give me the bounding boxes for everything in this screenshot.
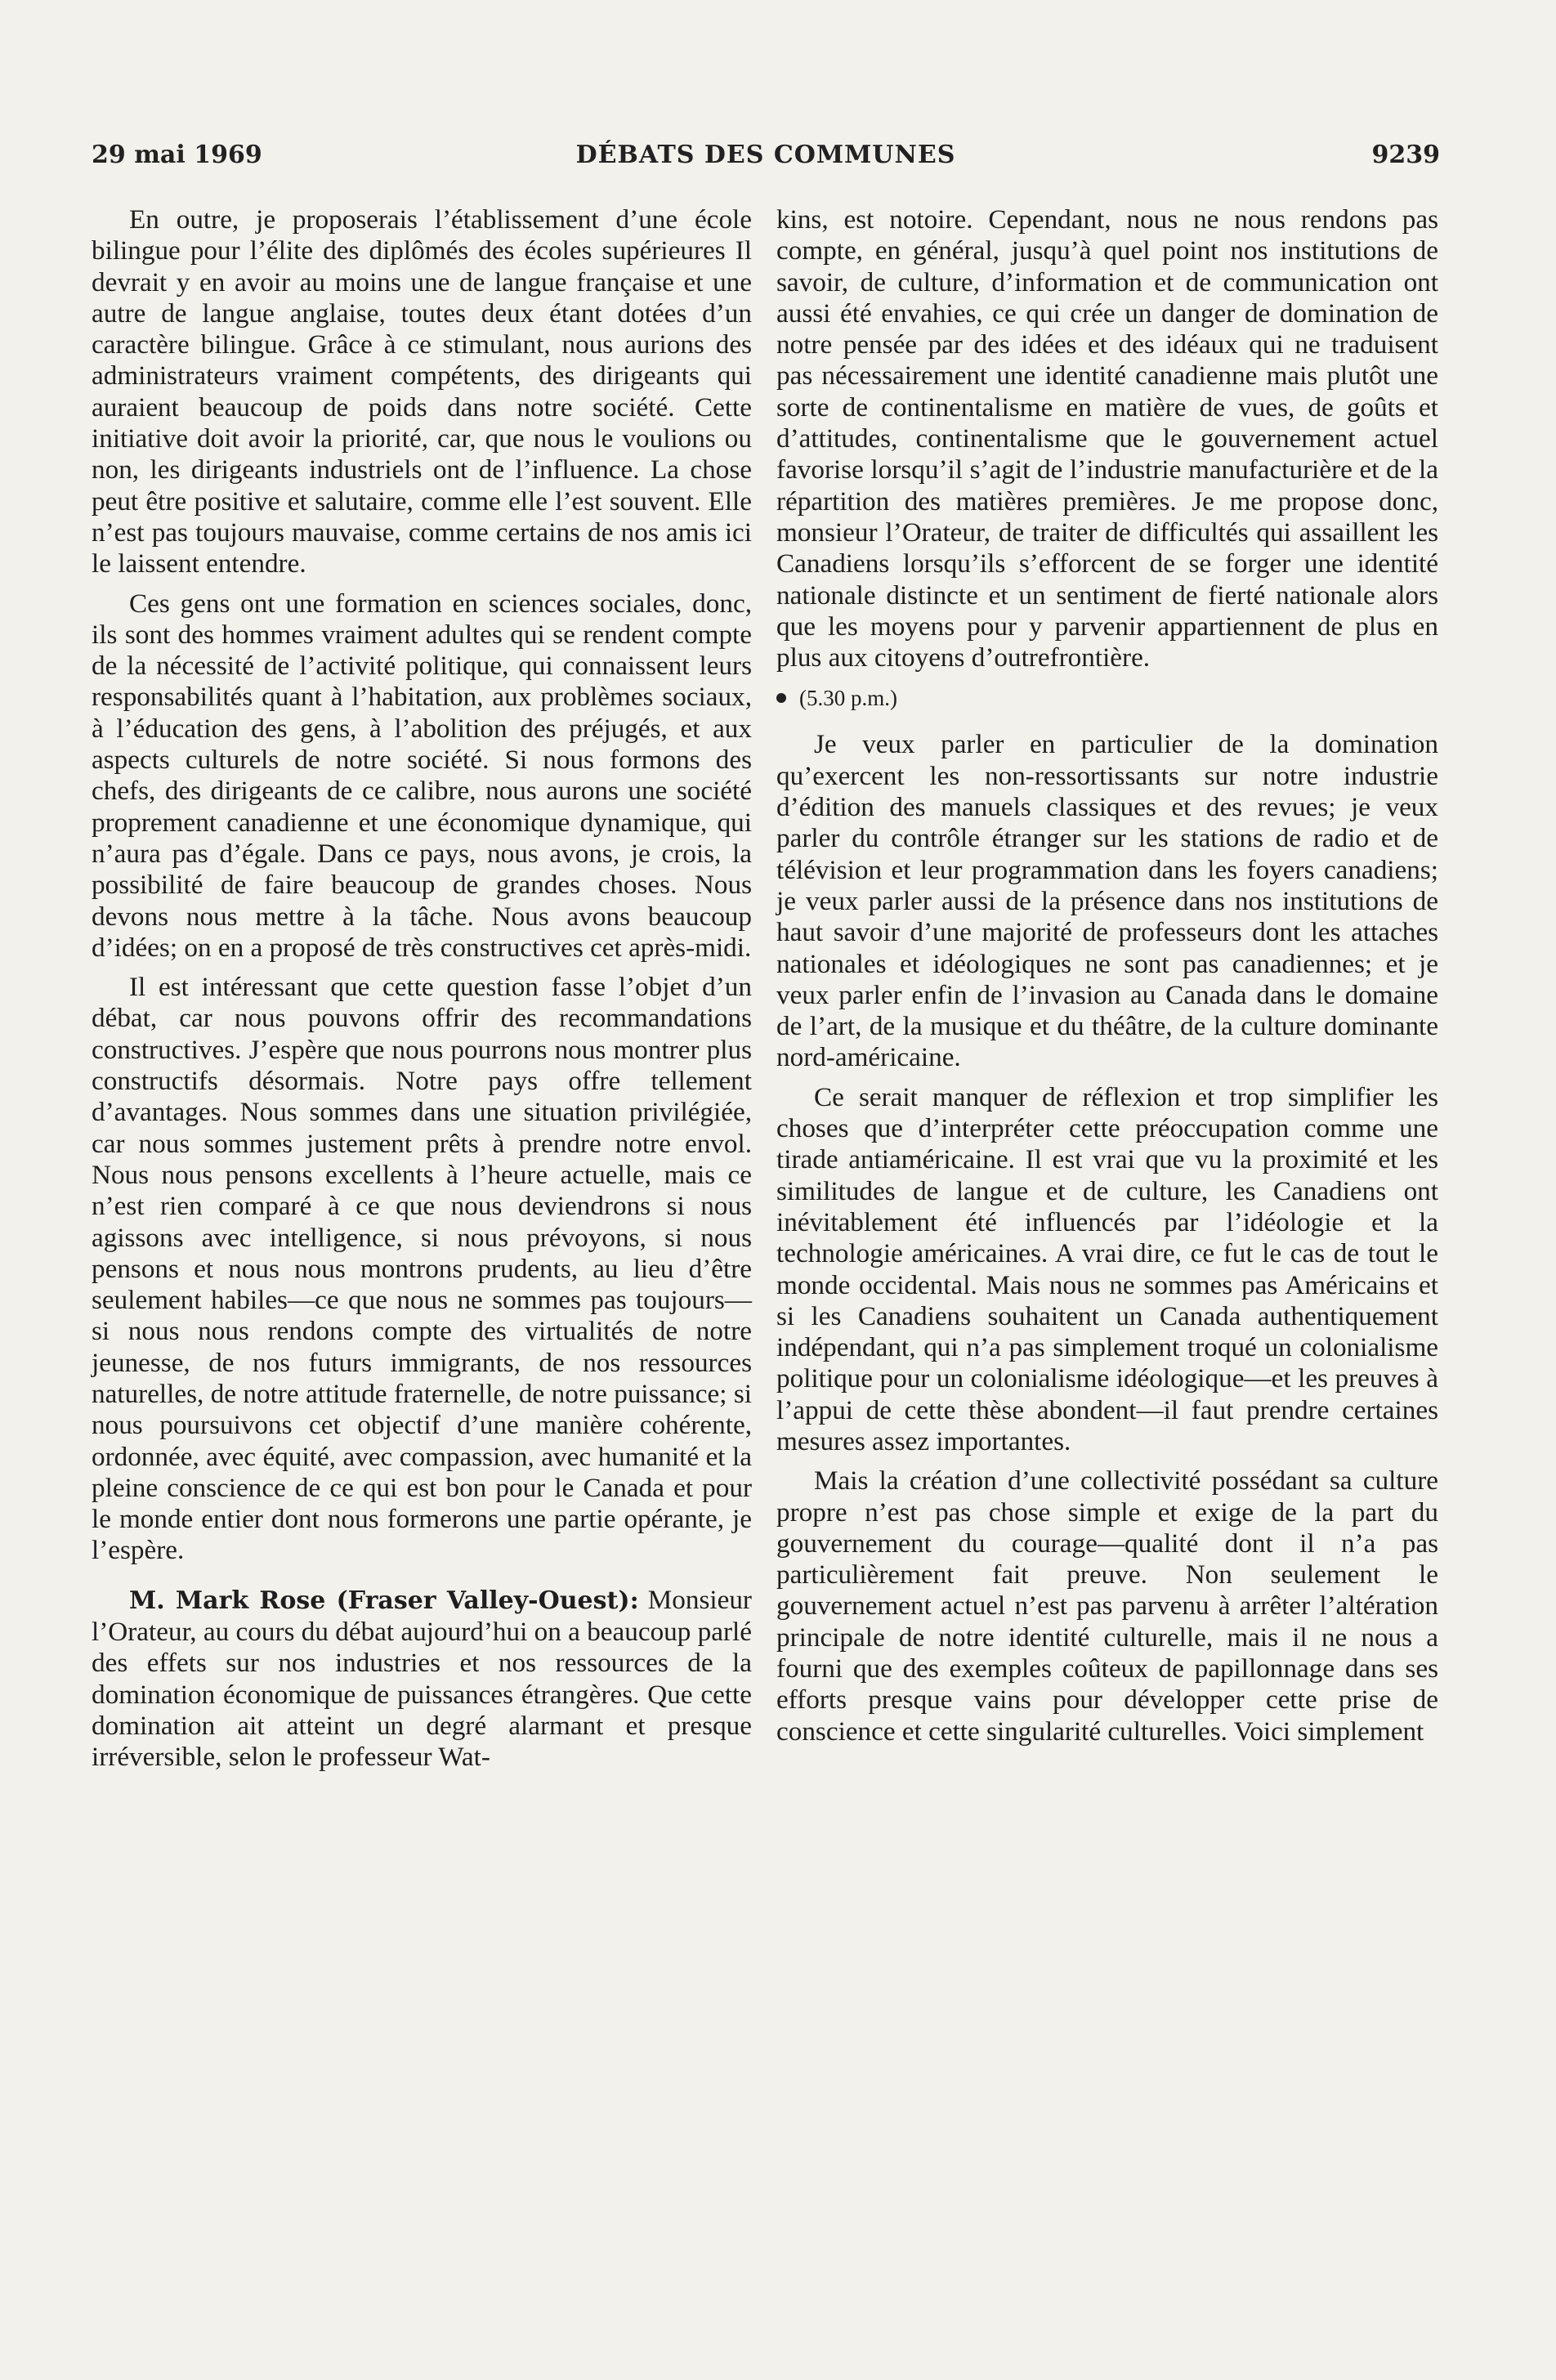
header-date: 29 mai 1969 bbox=[92, 141, 262, 169]
left-paragraph-1: En outre, je proposerais l’établissement d’une école bilingue pour l’élite des diplômés des écoles supérieures Il devrait y en avoir au moins une de langue française et une autre de langue anglaise, toutes deux étant dotées d’un caractère bilingue. Grâce à ce stimulant, nous aurions des administrateurs vraiment compétents, des dirigeants qui auraient beaucoup de poids dans notre société. Cette initiative doit avoir la priorité, car, que nous le voulions ou non, les dirigeants industriels ont de l’influence. La chose peut être positive et salutaire, comme elle l’est souvent. Elle n’est pas toujours mauvaise, comme certains de nos amis ici le laissent entendre. bbox=[92, 204, 752, 579]
bullet-icon bbox=[776, 693, 786, 703]
right-paragraph-4: Mais la création d’une collectivité possédant sa culture propre n’est pas chose simple et exige de la part du gouvernement du courage—qualité dont il n’a pas particulièrement fait preuve. Non seulement le gouvernement actuel n’est pas parvenu à arrêter l’altération principale de notre identité culturelle, mais il ne nous a fourni que des exemples coûteux de papillonnage dans ses efforts presque vains pour développer cette prise de conscience et cette singularité culturelles. Voici simplement bbox=[776, 1465, 1438, 1747]
left-paragraph-3: Il est intéressant que cette question fasse l’objet d’un débat, car nous pouvons offrir des recommandations constructives. J’espère que nous pourrons nous montrer plus constructifs désormais. Notre pays offre tellement d’avantages. Nous sommes dans une situation privilégiée, car nous sommes justement prêts à prendre notre envol. Nous nous pensons excellents à l’heure actuelle, mais ce n’est rien comparé à ce que nous deviendrons si nous agissons avec intelligence, si nous prévoyons, si nous pensons et nous nous montrons prudents, au lieu d’être seulement habiles—ce que nous ne sommes pas toujours—si nous nous rendons compte des virtualités de notre jeunesse, de nos futurs immigrants, de nos ressources naturelles, de notre attitude fraternelle, de notre puissance; si nous poursuivons cet objectif d’une manière cohérente, ordonnée, avec équité, avec compassion, avec humanité et la pleine conscience de ce qui est bon pour le Canada et pour le monde entier dont nous formerons une partie opérante, je l’espère. bbox=[92, 972, 752, 1566]
right-column bbox=[776, 204, 1438, 1756]
right-paragraph-3: Ce serait manquer de réflexion et trop simplifier les choses que d’interpréter cette préoccupation comme une tirade antiaméricaine. Il est vrai que vu la proximité et les similitudes de langue et de culture, les Canadiens ont inévitablement été influencés par l’idéologie et la technologie américaines. A vrai dire, ce fut le cas de tout le monde occidental. Mais nous ne sommes pas Américains et si les Canadiens souhaitent un Canada authentiquement indépendant, qui n’a pas simplement troqué un colonialisme politique pour un colonialisme idéologique—et les preuves à l’appui de cette thèse abondent—il faut prendre certaines mesures assez importantes. bbox=[776, 1081, 1438, 1456]
header-title: DÉBATS DES COMMUNES bbox=[575, 141, 956, 169]
right-paragraph-1: kins, est notoire. Cependant, nous ne nous rendons pas compte, en général, jusqu’à quel point nos institutions de savoir, de culture, d’information et de communication ont aussi été envahies, ce qui crée un danger de domination de notre pensée par des idées et des idéaux qui ne traduisent pas nécessairement une identité canadienne mais plutôt une sorte de continentalisme en matière de vues, de goûts et d’attitudes, continentalisme que le gouvernement actuel favorise lorsqu’il s’agit de l’industrie manufacturière et de la répartition des matières premières. Je me propose donc, monsieur l’Orateur, de traiter de difficultés qui assaillent les Canadiens lorsqu’ils s’efforcent de se forger une identité nationale distincte et un sentiment de fierté nationale alors que les moyens pour y parvenir appartiennent de plus en plus aux citoyens d’outrefrontière. bbox=[776, 204, 1438, 673]
left-paragraph-2: Ces gens ont une formation en sciences sociales, donc, ils sont des hommes vraiment adultes qui se rendent compte de la nécessité de l’activité politique, qui connaissent leurs responsabilités quant à l’habitation, aux problèmes sociaux, à l’éducation des gens, à l’abolition des préjugés, et aux aspects culturels de notre société. Si nous formons des chefs, des dirigeants de ce calibre, nous aurons une société proprement canadienne et une économique dynamique, qui n’aura pas d’égale. Dans ce pays, nous avons, je crois, la possibilité de faire beaucoup de grandes choses. Nous devons nous mettre à la tâche. Nous avons beaucoup d’idées; on en a proposé de très constructives cet après-midi. bbox=[92, 588, 752, 963]
time-marker bbox=[776, 685, 1438, 711]
speaker-name: M. Mark Rose (Fraser Valley-Ouest): bbox=[129, 1586, 639, 1615]
header-page-number: 9239 bbox=[1371, 141, 1440, 169]
left-column bbox=[92, 204, 752, 1782]
left-paragraph-4 bbox=[92, 1585, 752, 1774]
right-paragraph-2: Je veux parler en particulier de la domination qu’exercent les non-ressortissants sur notre industrie d’édition des manuels classiques et des revues; je veux parler du contrôle étranger sur les stations de radio et de télévision et leur programmation dans les foyers canadiens; je veux parler aussi de la présence dans nos institutions de haut savoir d’une majorité de professeurs dont les attaches nationales et idéologiques ne sont pas canadiennes; et je veux parler enfin de l’invasion au Canada dans le domaine de l’art, de la musique et du théâtre, de la culture dominante nord-américaine. bbox=[776, 729, 1438, 1073]
speech-opening: Monsieur l’Orateur, au cours du débat aujourd’hui on a beaucoup parlé des effets sur nos industries et nos ressources de la domination économique de puissances étrangères. Que cette domination ait atteint un degré alarmant et presque irréversible, selon le professeur Wat- bbox=[92, 1584, 752, 1773]
page-header bbox=[92, 141, 1440, 177]
time-marker-text: (5.30 p.m.) bbox=[799, 686, 897, 711]
